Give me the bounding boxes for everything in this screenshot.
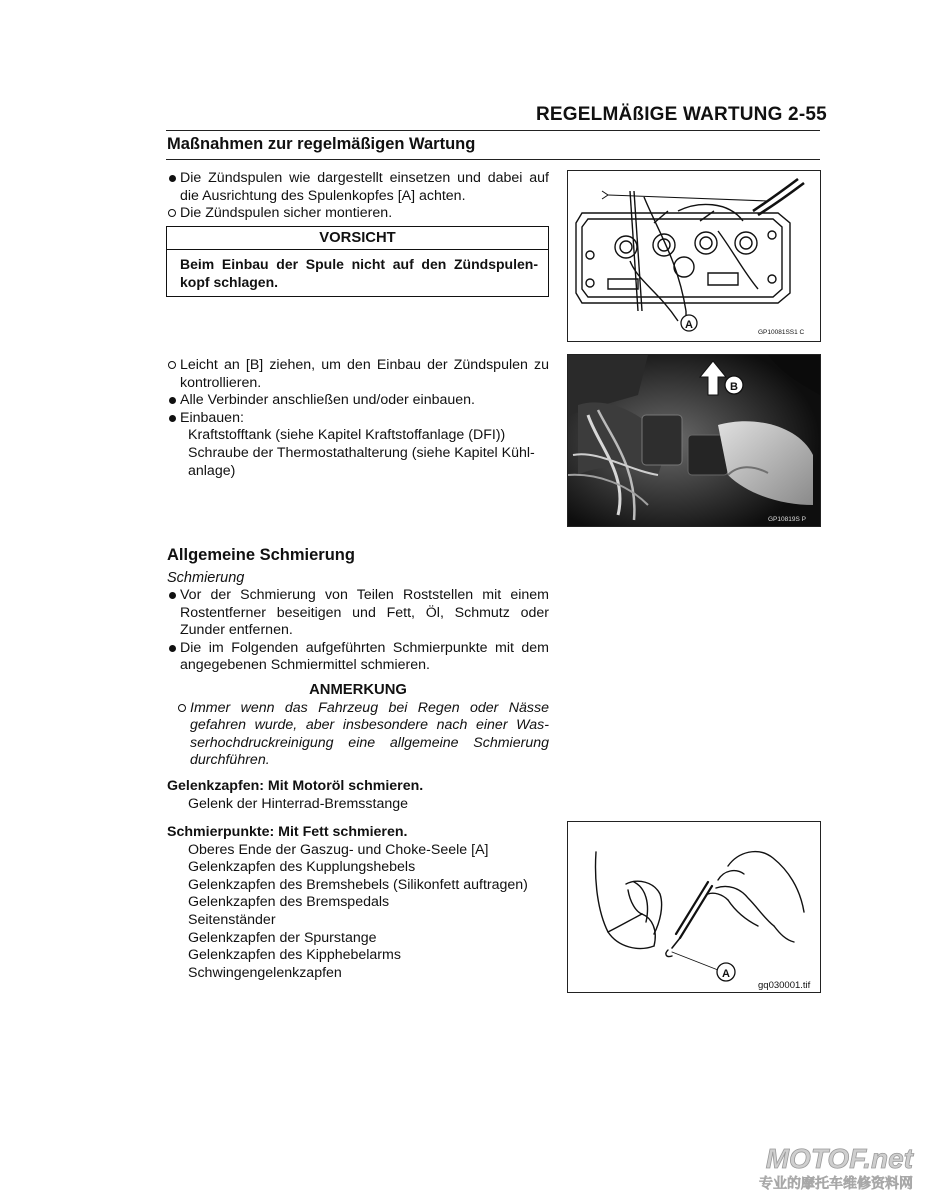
oil-heading: Gelenkzapfen: Mit Motoröl schmieren. xyxy=(167,778,424,794)
grease-item: Gelenkzapfen des Bremspedals xyxy=(188,894,390,911)
caution-text: Beim Einbau der Spule nicht auf den Zündspulen-kopf schlagen. xyxy=(180,256,538,290)
section-rule xyxy=(166,159,820,160)
figure-code: GP10081SS1 C xyxy=(758,329,805,336)
engine-head-drawing xyxy=(568,171,820,341)
section1-list-2 xyxy=(167,357,549,480)
grease-item: Gelenkzapfen des Bremshebels (Silikonfett auftragen) xyxy=(188,876,528,893)
section2-list xyxy=(167,587,549,675)
list-item-bullet: Vor der Schmierung von Teilen Roststellen mit einem Rostentferner beseitigen und Fett, Öl, Schmutz oder Zunder entfernen. xyxy=(167,587,549,640)
header-rule xyxy=(166,130,820,131)
list-item-indent: Kraftstofftank (siehe Kapitel Kraftstoffanlage (DFI)) xyxy=(188,427,506,444)
section-subtitle: Schmierung xyxy=(167,570,245,586)
caution-box xyxy=(166,226,549,297)
figure-code: gq030001.tif xyxy=(758,980,811,991)
oil-item: Gelenk der Hinterrad-Bremsstange xyxy=(188,795,409,812)
watermark-svg xyxy=(747,1138,917,1194)
figure-photo-coil-check xyxy=(567,354,821,527)
list-item-bullet: Die Zündspulen wie dargestellt einsetzen und dabei auf die Ausrichtung des Spulenkopfes [A] achten. xyxy=(167,170,549,205)
note-block xyxy=(167,682,549,770)
section-title-lubrication: Allgemeine Schmierung xyxy=(167,546,355,564)
list-item-circle: Leicht an [B] ziehen, um den Einbau der Zündspulen zu kontrollieren. xyxy=(167,357,549,392)
grease-item: Gelenkzapfen der Spurstange xyxy=(188,929,377,946)
list-item-bullet: Die im Folgenden aufgeführten Schmierpunkte mit dem angegebenen Schmiermittel schmieren. xyxy=(167,640,549,675)
grease-item: Seitenständer xyxy=(188,911,276,928)
list-item-bullet: Alle Verbinder anschließen und/oder einbauen. xyxy=(167,392,549,410)
list-item-circle: Die Zündspulen sicher montieren. xyxy=(167,205,549,223)
figure-ignition-coils xyxy=(567,170,821,342)
grease-heading: Schmierpunkte: Mit Fett schmieren. xyxy=(167,824,408,840)
section1-list xyxy=(167,170,549,223)
section-title-maintenance: Maßnahmen zur regelmäßigen Wartung xyxy=(167,135,476,153)
photo-drawing xyxy=(568,355,820,526)
page-header-title: REGELMÄßIGE WARTUNG 2-55 xyxy=(536,104,827,125)
callout-a-label: A xyxy=(722,968,730,980)
watermark-brand: MOTOF.net xyxy=(765,1143,913,1174)
grease-item: Gelenkzapfen des Kipphebelarms xyxy=(188,947,401,964)
list-item-indent: Schraube der Thermostathalterung (siehe Kapitel Kühl-anlage) xyxy=(188,444,535,479)
hands-drawing xyxy=(568,822,820,992)
note-title: ANMERKUNG xyxy=(309,682,407,698)
grease-item: Gelenkzapfen des Kupplungshebels xyxy=(188,859,416,876)
grease-block xyxy=(167,824,549,982)
caution-title: VORSICHT xyxy=(167,227,548,250)
callout-a-label: A xyxy=(685,319,693,331)
list-item-bullet: Einbauen: xyxy=(167,410,549,428)
figure-code: GP10819S P xyxy=(768,516,806,523)
callout-b-label: B xyxy=(730,381,738,393)
watermark-tagline: 专业的摩托车维修资料网 xyxy=(759,1176,913,1192)
grease-item: Oberes Ende der Gaszug- und Choke-Seele [A] xyxy=(188,841,489,858)
figure-cable-lubrication xyxy=(567,821,821,993)
watermark-logo xyxy=(747,1138,917,1199)
grease-item: Schwingengelenkzapfen xyxy=(188,964,342,981)
note-text: Immer wenn das Fahrzeug bei Regen oder Nässe gefahren wurde, aber insbesondere nach einer Was-serhochdruckreinigung eine allgemeine Schmierung durchführen. xyxy=(177,700,549,770)
oil-block xyxy=(167,778,549,813)
